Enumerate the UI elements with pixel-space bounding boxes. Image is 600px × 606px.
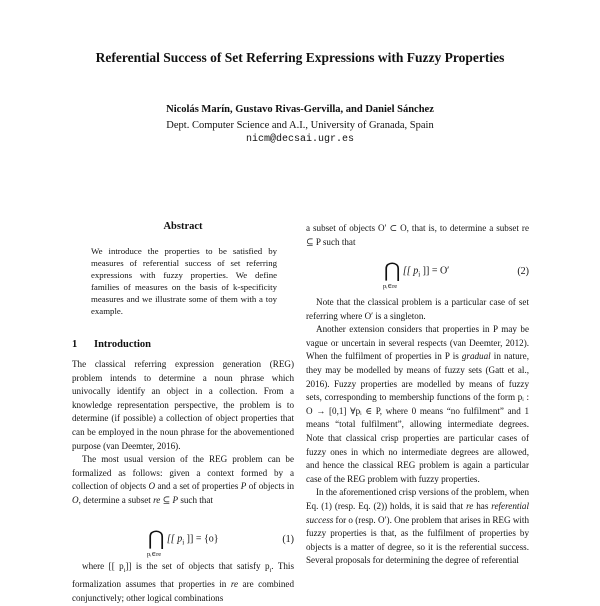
right-column-body	[306, 296, 529, 568]
equation-2-number: (2)	[517, 266, 529, 277]
equation-1-number: (1)	[282, 534, 294, 545]
intro-paragraph-1: The classical referring expression generation (REG) problem intends to determine a noun phrase which univocally identify an object in a collection. From a knowledge representation perspective, the problem is to determine (if possible) a collection of object properties that can be employed in the noun phrase for the abovementioned purpose (van Deemter, 2016).	[72, 359, 294, 451]
equation-2: ⋂ [[ $p_i$ ]] = O′ pᵢ∈re (2)	[383, 260, 529, 290]
right-paragraph-4: In the aforementioned crisp versions of the problem, when Eq. (1) (resp. Eq. (2)) holds, it is said that re has referential success for o (resp. O′). One problem that arises in REG with fuzzy properties is that, as the fulfilment of properties by objects is a matter of degree, so it is the referential success. Several proposals for determining the degree of referential	[306, 487, 529, 566]
right-paragraph-2: Note that the classical problem is a particular case of set referring where O′ is a singleton.	[306, 297, 529, 321]
section-number: 1	[72, 339, 78, 350]
left-column-body	[72, 358, 294, 508]
right-paragraph-3: Another extension considers that properties in P may be vague or uncertain in several respects (van Deemter, 2012). When the fulfilment of properties in P is gradual in nature, they may be modelled by means of fuzzy sets (Gatt et al., 2016). Fuzzy properties are modelled by means of fuzzy sets, corresponding to membership functions of the form pᵢ : O → [0,1] ∀pᵢ ∈ P, where 0 means “no fulfilment” and 1 means “total fulfilment”, allowing intermediate degrees. Note that classical crisp properties are particular cases of fuzzy ones in which no intermediate degrees are allowed, and hence the classical REG problem is again a particular case of the REG problem with fuzzy properties.	[306, 324, 529, 484]
right-column-top	[306, 222, 529, 249]
intro-paragraph-3: where [[ $p_i$]] is the set of objects that satisfy $p_i$. This formalization assumes that properties in re are combined conjunctively; other logical combinations	[72, 561, 294, 603]
author-email: nicm@decsai.ugr.es	[245, 134, 355, 145]
section-heading	[72, 339, 151, 350]
paper-affiliation: Dept. Computer Science and A.I., University of Granada, Spain	[166, 120, 434, 131]
paper-title: Referential Success of Set Referring Expressions with Fuzzy Properties	[95, 50, 505, 65]
paper-authors: Nicolás Marín, Gustavo Rivas-Gervilla, and Daniel Sánchez	[166, 104, 434, 115]
equation-1: ⋂ [[ $p_i$ ]] = {o} pᵢ∈re (1)	[147, 528, 294, 558]
left-column-tail	[72, 560, 294, 606]
abstract-heading: Abstract	[163, 221, 203, 232]
section-title: Introduction	[94, 339, 151, 350]
right-paragraph-1: a subset of objects O′ ⊂ O, that is, to determine a subset re ⊆ P such that	[306, 223, 529, 247]
abstract-text: We introduce the properties to be satisfied by measures of referential success of set referring expressions with fuzzy properties. We define families of measures on the basis of k-specificity measures and we illustrate some of them with a toy example.	[91, 246, 277, 317]
intro-paragraph-2: The most usual version of the REG problem can be formalized as follows: given a context formed by a collection of objects O and a set of properties P of objects in O, determine a subset re ⊆ P such that	[72, 454, 294, 505]
